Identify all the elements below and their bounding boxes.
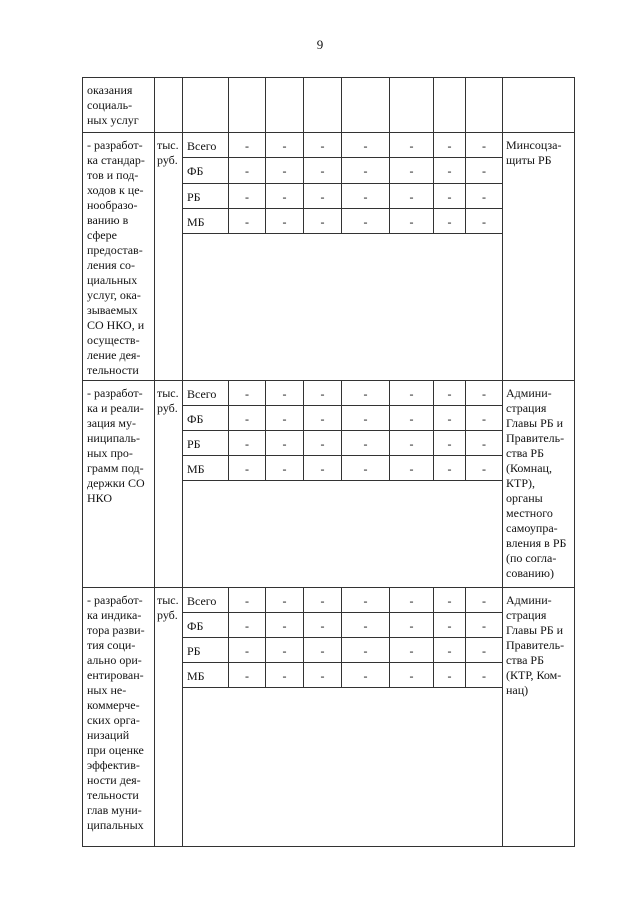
value-cell: - [342, 183, 390, 208]
funding-type-cell: РБ [183, 638, 229, 663]
value-cell: - [466, 158, 503, 183]
value-cell: - [229, 613, 266, 638]
value-cell: - [229, 456, 266, 481]
value-cell: - [266, 638, 304, 663]
value-cell: - [466, 638, 503, 663]
value-cell: - [304, 431, 342, 456]
program-table [82, 77, 575, 847]
value-cell: - [466, 456, 503, 481]
budget-line-row [83, 588, 575, 613]
value-cell: - [229, 158, 266, 183]
value-cell: - [229, 588, 266, 613]
value-cell: - [229, 406, 266, 431]
value-cell: - [266, 456, 304, 481]
funding-type-cell: ФБ [183, 406, 229, 431]
activity-cell: - разработ-ка стандар-тов и под-ходов к це-нообразо-ванию в сфере предостав-ления со-циальных услуг, ока-зываемых СО НКО, и осуществ-ление дея-тельности [83, 133, 155, 381]
unit-cell: тыс. руб. [155, 381, 183, 588]
funding-type-cell: ФБ [183, 158, 229, 183]
value-cell: - [342, 638, 390, 663]
page-number: 9 [316, 37, 324, 52]
value-cell: - [390, 208, 434, 233]
continuation-activity: оказания социаль-ных услуг [83, 78, 155, 133]
value-cell: - [342, 663, 390, 688]
unit-cell: тыс. руб. [155, 588, 183, 847]
value-cell: - [466, 613, 503, 638]
value-cell: - [466, 431, 503, 456]
budget-line-row [83, 133, 575, 158]
value-cell: - [304, 406, 342, 431]
value-cell: - [266, 183, 304, 208]
value-cell: - [266, 663, 304, 688]
value-cell: - [434, 133, 466, 158]
value-cell: - [266, 381, 304, 406]
value-cell: - [342, 381, 390, 406]
value-cell: - [229, 208, 266, 233]
value-cell: - [266, 431, 304, 456]
value-cell: - [466, 588, 503, 613]
value-cell: - [342, 406, 390, 431]
value-cell: - [229, 663, 266, 688]
value-cell: - [466, 183, 503, 208]
value-cell: - [466, 381, 503, 406]
value-cell: - [304, 133, 342, 158]
value-cell: - [390, 613, 434, 638]
funding-type-cell: МБ [183, 208, 229, 233]
funding-type-cell: МБ [183, 663, 229, 688]
value-cell: - [229, 183, 266, 208]
value-cell: - [434, 183, 466, 208]
value-cell: - [434, 381, 466, 406]
value-cell: - [466, 406, 503, 431]
continuation-row [83, 78, 575, 133]
value-cell: - [390, 406, 434, 431]
value-cell: - [466, 208, 503, 233]
value-cell: - [390, 158, 434, 183]
funding-type-cell: Всего [183, 133, 229, 158]
funding-type-cell: РБ [183, 431, 229, 456]
funding-type-cell: РБ [183, 183, 229, 208]
value-cell: - [390, 588, 434, 613]
value-cell: - [390, 431, 434, 456]
value-cell: - [390, 133, 434, 158]
value-cell: - [342, 133, 390, 158]
value-cell: - [466, 663, 503, 688]
value-cell: - [390, 663, 434, 688]
value-cell: - [390, 183, 434, 208]
value-cell: - [434, 613, 466, 638]
value-cell: - [304, 456, 342, 481]
value-cell: - [304, 588, 342, 613]
value-cell: - [434, 638, 466, 663]
value-cell: - [390, 638, 434, 663]
value-cell: - [466, 133, 503, 158]
value-cell: - [266, 133, 304, 158]
value-cell: - [304, 183, 342, 208]
executor-cell: Админи-страция Главы РБ и Правитель-ства РБ (Комнац, КТР), органы местного самоупра-вления в РБ (по согла-сованию) [503, 381, 575, 588]
value-cell: - [229, 638, 266, 663]
value-cell: - [434, 406, 466, 431]
value-cell: - [434, 158, 466, 183]
value-cell: - [266, 208, 304, 233]
value-cell: - [434, 588, 466, 613]
value-cell: - [342, 613, 390, 638]
executor-cell: Админи-страция Главы РБ и Правитель-ства РБ (КТР, Ком-нац) [503, 588, 575, 847]
value-cell: - [266, 588, 304, 613]
value-cell: - [229, 381, 266, 406]
funding-type-cell: МБ [183, 456, 229, 481]
value-cell: - [304, 158, 342, 183]
value-cell: - [390, 456, 434, 481]
value-cell: - [229, 431, 266, 456]
funding-type-cell: ФБ [183, 613, 229, 638]
funding-type-cell: Всего [183, 588, 229, 613]
value-cell: - [304, 613, 342, 638]
activity-cell: - разработ-ка индика-тора разви-тия соци-ально ори-ентирован-ных не-коммерче-ских орга-низаций при оценке эффектив-ности дея-тельности глав муни-ципальных [83, 588, 155, 847]
value-cell: - [342, 431, 390, 456]
unit-cell: тыс. руб. [155, 133, 183, 381]
value-cell: - [342, 208, 390, 233]
budget-line-row [83, 381, 575, 406]
funding-type-cell: Всего [183, 381, 229, 406]
value-cell: - [266, 406, 304, 431]
value-cell: - [342, 588, 390, 613]
value-cell: - [390, 381, 434, 406]
value-cell: - [434, 431, 466, 456]
value-cell: - [342, 456, 390, 481]
value-cell: - [304, 638, 342, 663]
value-cell: - [434, 663, 466, 688]
value-cell: - [266, 158, 304, 183]
value-cell: - [266, 613, 304, 638]
value-cell: - [434, 208, 466, 233]
value-cell: - [229, 133, 266, 158]
executor-cell: Минсоцза-щиты РБ [503, 133, 575, 381]
value-cell: - [342, 158, 390, 183]
value-cell: - [304, 381, 342, 406]
activity-cell: - разработ-ка и реали-зация му-ниципаль-ных про-грамм под-держки СО НКО [83, 381, 155, 588]
value-cell: - [304, 208, 342, 233]
value-cell: - [434, 456, 466, 481]
value-cell: - [304, 663, 342, 688]
